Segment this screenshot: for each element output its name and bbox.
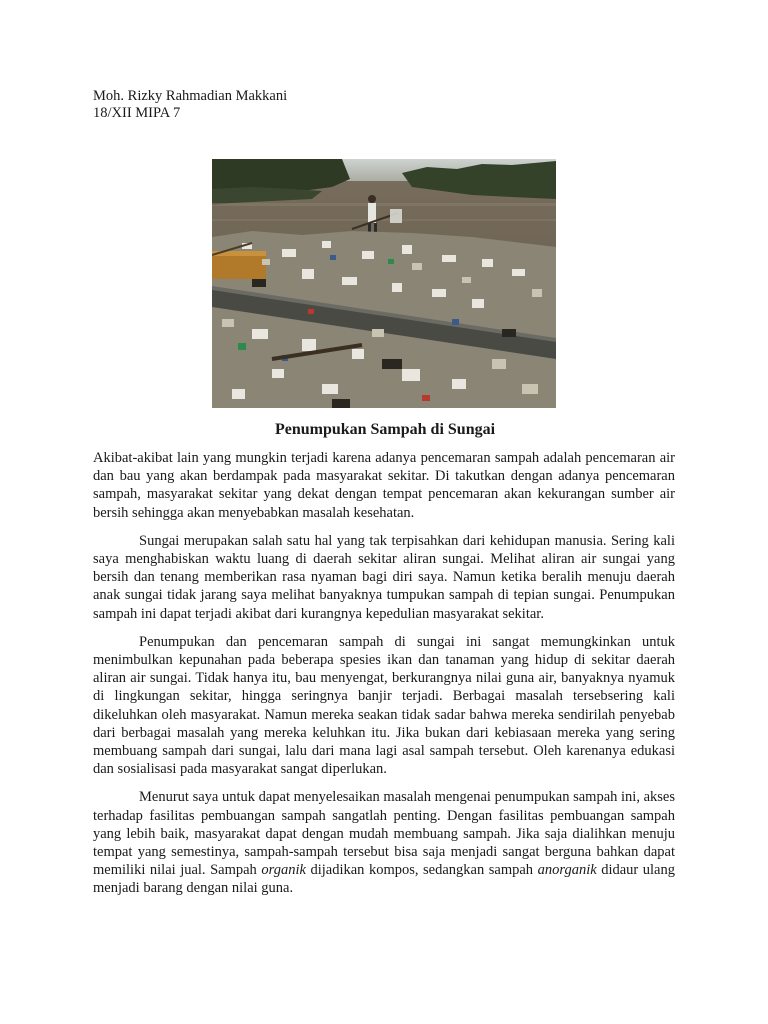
organik-term: organik <box>261 862 306 879</box>
document-header <box>93 88 287 122</box>
paragraph-1: Akibat-akibat lain yang mungkin terjadi karena adanya pencemaran sampah adalah pencemaran air dan bau yang akan berdampak pada masyarakat sekitar. Di takutkan dengan adanya pencemaran sampah, masyarakat sekitar yang dekat dengan tempat pencemaran akan kekurangan sumber air bersih sehingga akan menyebabkan masalah kesehatan. <box>93 450 675 521</box>
paragraph-4-part-a: Menurut saya untuk dapat menyelesaikan masalah mengenai penumpukan sampah ini, akses terhadap fasilitas pembuangan sampah sangatlah penting. Dengan fasilitas pembuangan sampah yang lebih baik, masyarakat dapat dengan mudah membuang sampah. Jika saja dialihkan menuju tempat yang semestinya, sampah-sampah tersebut bisa saja menjadi sangat berguna bahkan dapat memiliki nilai jual. Sampah <box>93 789 675 879</box>
article-body <box>93 449 675 908</box>
river-garbage-photo <box>212 159 556 408</box>
class-label: 18/XII MIPA 7 <box>93 105 181 121</box>
article-title: Penumpukan Sampah di Sungai <box>274 421 496 438</box>
paragraph-4-part-c: didaur ulang menjadi barang dengan nilai guna. <box>93 862 675 897</box>
anorganik-term: anorganik <box>537 862 597 879</box>
author-name: Moh. Rizky Rahmadian Makkani <box>93 88 288 104</box>
paragraph-2: Sungai merupakan salah satu hal yang tak terpisahkan dari kehidupan manusia. Sering kali saya menghabiskan waktu luang di daerah sekitar aliran sungai. Melihat aliran air sungai yang bersih dan tenang memberikan rasa nyaman bagi diri saya. Namun ketika beralih menuju daerah anak sungai tidak jarang saya melihat banyaknya tumpukan sampah di tepian sungai. Penumpukan sampah ini dapat terjadi akibat dari kurangnya kepedulian masyarakat sekitar. <box>93 532 675 622</box>
paragraph-4 <box>93 788 675 897</box>
paragraph-3: Penumpukan dan pencemaran sampah di sungai ini sangat memungkinkan untuk menimbulkan kepunahan pada beberapa spesies ikan dan tanaman yang hidup di sekitar daerah aliran air sungai. Tidak hanya itu, bau menyengat, berkurangnya nilai guna air, banyaknya nyamuk di lingkungan sekitar, hingga seringnya banjir terjadi. Berbagai masalah tersebsering kali dikeluhkan oleh masyarakat. Namun mereka seakan tidak sadar bahwa mereka sendirilah penyebab dari berbagai masalah yang mereka keluhkan itu. Jika bukan dari kebiasaan mereka yang sering membuang sampah dari sungai, lalu dari mana lagi asal sampah tersebut. Oleh karenanya edukasi dan sosialisasi pada masyarakat sangat diperlukan. <box>93 633 675 778</box>
paragraph-4-part-b: dijadikan kompos, sedangkan sampah <box>305 862 538 879</box>
